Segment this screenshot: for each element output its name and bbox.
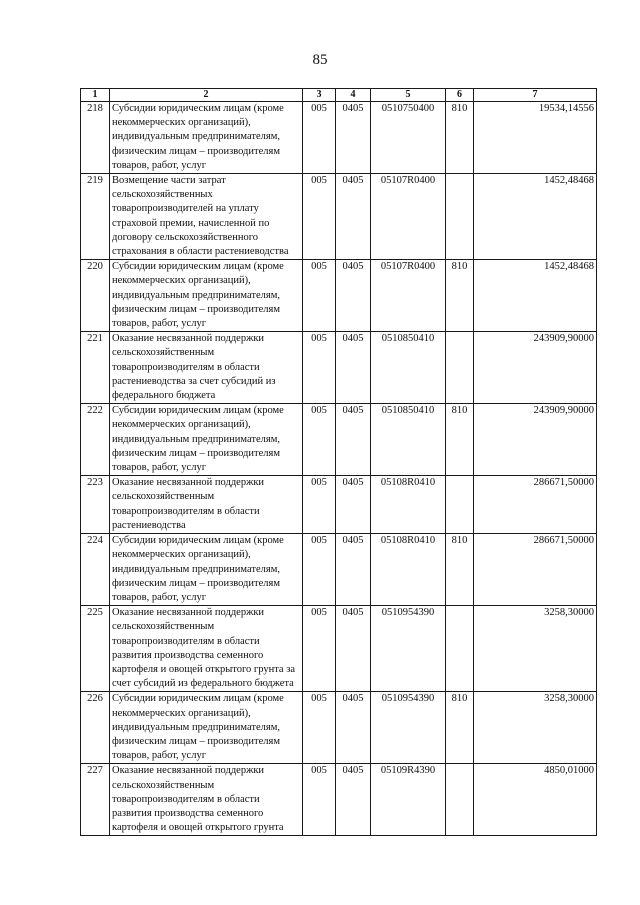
row-name: Субсидии юридическим лицам (кроме некоммерческих организаций), индивидуальным предпринимателям, физическим лицам – производителям товаров, работ, услуг [110,260,303,332]
row-name: Субсидии юридическим лицам (кроме некоммерческих организаций), индивидуальным предпринимателям, физическим лицам – производителям товаров, работ, услуг [110,692,303,764]
table-row [81,404,597,476]
row-name: Возмещение части затрат сельскохозяйственных товаропроизводителей на уплату страховой премии, начисленной по договору сельскохозяйственного страхования в области растениеводства [110,174,303,260]
row-number: 226 [81,692,110,764]
expense-type-code [446,332,474,404]
table-header-row [81,89,597,102]
page-number: 85 [312,52,328,68]
amount: 243909,90000 [474,332,597,404]
row-number: 222 [81,404,110,476]
amount: 3258,30000 [474,692,597,764]
ministry-code: 005 [303,534,336,606]
expense-type-code [446,606,474,692]
ministry-code: 005 [303,260,336,332]
amount: 286671,50000 [474,534,597,606]
column-header-1: 1 [81,89,110,102]
ministry-code: 005 [303,692,336,764]
row-name: Оказание несвязанной поддержки сельскохозяйственным товаропроизводителям в области растениеводства [110,476,303,534]
section-code: 0405 [336,102,371,174]
target-article-code: 0510750400 [371,102,446,174]
table-row [81,764,597,836]
section-code: 0405 [336,476,371,534]
row-number: 224 [81,534,110,606]
expense-type-code [446,174,474,260]
row-number: 223 [81,476,110,534]
section-code: 0405 [336,764,371,836]
section-code: 0405 [336,174,371,260]
row-name: Субсидии юридическим лицам (кроме некоммерческих организаций), индивидуальным предпринимателям, физическим лицам – производителям товаров, работ, услуг [110,534,303,606]
table-row [81,476,597,534]
expense-type-code: 810 [446,102,474,174]
expense-type-code: 810 [446,404,474,476]
row-number: 219 [81,174,110,260]
column-header-7: 7 [474,89,597,102]
target-article-code: 0510954390 [371,692,446,764]
ministry-code: 005 [303,332,336,404]
ministry-code: 005 [303,606,336,692]
expense-type-code: 810 [446,534,474,606]
target-article-code: 05109R4390 [371,764,446,836]
section-code: 0405 [336,260,371,332]
target-article-code: 05107R0400 [371,174,446,260]
section-code: 0405 [336,404,371,476]
row-name: Оказание несвязанной поддержки сельскохозяйственным товаропроизводителям в области развития производства семенного картофеля и овощей открытого грунта [110,764,303,836]
target-article-code: 0510850410 [371,404,446,476]
section-code: 0405 [336,606,371,692]
ministry-code: 005 [303,404,336,476]
expense-type-code: 810 [446,260,474,332]
table-row [81,102,597,174]
amount: 286671,50000 [474,476,597,534]
amount: 3258,30000 [474,606,597,692]
target-article-code: 0510954390 [371,606,446,692]
column-header-3: 3 [303,89,336,102]
column-header-5: 5 [371,89,446,102]
column-header-2: 2 [110,89,303,102]
row-name: Оказание несвязанной поддержки сельскохозяйственным товаропроизводителям в области растениеводства за счет субсидий из федерального бюджета [110,332,303,404]
target-article-code: 05108R0410 [371,534,446,606]
table-row [81,606,597,692]
amount: 19534,14556 [474,102,597,174]
row-number: 218 [81,102,110,174]
section-code: 0405 [336,332,371,404]
column-header-4: 4 [336,89,371,102]
budget-table [80,88,597,836]
row-name: Субсидии юридическим лицам (кроме некоммерческих организаций), индивидуальным предпринимателям, физическим лицам – производителям товаров, работ, услуг [110,102,303,174]
amount: 1452,48468 [474,260,597,332]
expense-type-code [446,764,474,836]
row-name: Субсидии юридическим лицам (кроме некоммерческих организаций), индивидуальным предпринимателям, физическим лицам – производителям товаров, работ, услуг [110,404,303,476]
section-code: 0405 [336,692,371,764]
row-number: 227 [81,764,110,836]
column-header-6: 6 [446,89,474,102]
amount: 243909,90000 [474,404,597,476]
ministry-code: 005 [303,174,336,260]
row-number: 220 [81,260,110,332]
table-row [81,534,597,606]
table-row [81,174,597,260]
amount: 1452,48468 [474,174,597,260]
table-row [81,332,597,404]
table-row [81,692,597,764]
target-article-code: 0510850410 [371,332,446,404]
table-row [81,260,597,332]
expense-type-code [446,476,474,534]
amount: 4850,01000 [474,764,597,836]
ministry-code: 005 [303,764,336,836]
row-number: 225 [81,606,110,692]
row-name: Оказание несвязанной поддержки сельскохозяйственным товаропроизводителям в области развития производства семенного картофеля и овощей открытого грунта за счет субсидий из федерального бюджета [110,606,303,692]
expense-type-code: 810 [446,692,474,764]
ministry-code: 005 [303,476,336,534]
section-code: 0405 [336,534,371,606]
target-article-code: 05108R0410 [371,476,446,534]
ministry-code: 005 [303,102,336,174]
row-number: 221 [81,332,110,404]
target-article-code: 05107R0400 [371,260,446,332]
